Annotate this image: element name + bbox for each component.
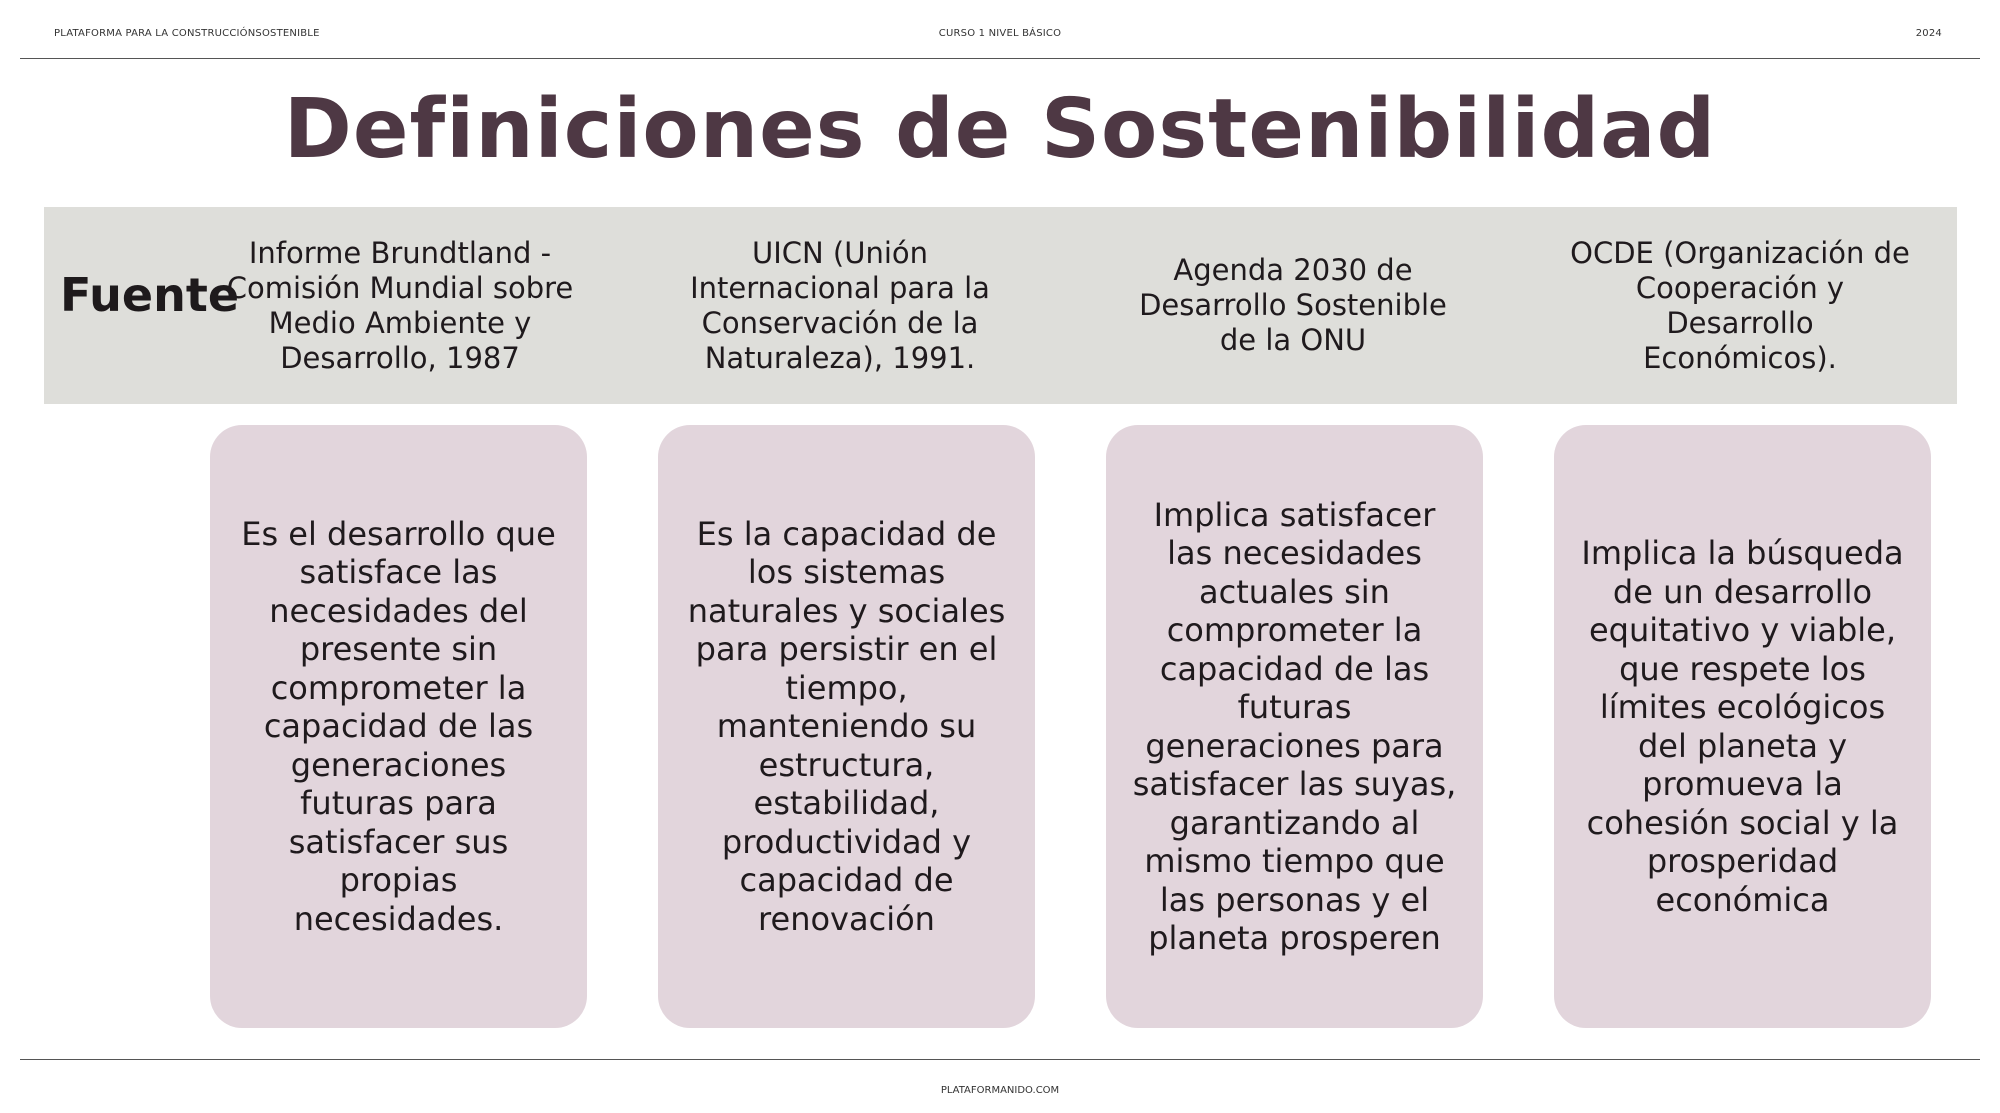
source-brundtland: Informe Brundtland - Comisión Mundial sobre Medio Ambiente y Desarrollo, 1987	[226, 235, 574, 375]
definition-card-uicn	[658, 425, 1035, 1028]
footer-divider	[20, 1059, 1980, 1060]
source-agenda-2030: Agenda 2030 de Desarrollo Sostenible de la ONU	[1139, 253, 1447, 357]
header-divider	[20, 58, 1980, 59]
source-uicn: UICN (Unión Internacional para la Conservación de la Naturaleza), 1991.	[690, 235, 990, 375]
page-title: Definiciones de Sostenibilidad	[283, 82, 1717, 177]
definition-text: Es el desarrollo que satisface las necesidades del presente sin comprometer la capacidad de las generaciones futuras para satisfacer sus propias necesidades.	[241, 514, 556, 938]
definition-text: Implica la búsqueda de un desarrollo equitativo y viable, que respete los límites ecológicos del planeta y promueva la cohesión social y la prosperidad económica	[1581, 534, 1904, 919]
sources-label: Fuente	[60, 268, 240, 322]
header-year: 2024	[1915, 28, 1942, 39]
source-ocde: OCDE (Organización de Cooperación y Desarrollo Económicos).	[1570, 235, 1910, 375]
definition-text: Implica satisfacer las necesidades actuales sin comprometer la capacidad de las futuras generaciones para satisfacer las suyas, garantizando al mismo tiempo que las personas y el planeta prosperen	[1132, 495, 1457, 957]
page-header	[0, 0, 2000, 58]
definition-text: Es la capacidad de los sistemas naturales y sociales para persistir en el tiempo, manteniendo su estructura, estabilidad, productividad y capacidad de renovación	[687, 514, 1006, 938]
definition-card-ocde	[1554, 425, 1931, 1028]
definition-card-brundtland	[210, 425, 587, 1028]
header-platform-name: PLATAFORMA PARA LA CONSTRUCCIÓNSOSTENIBLE	[54, 28, 320, 39]
header-course-name: CURSO 1 NIVEL BÁSICO	[938, 28, 1062, 39]
definition-card-agenda-2030	[1106, 425, 1483, 1028]
footer-website: PLATAFORMANIDO.COM	[940, 1085, 1060, 1096]
